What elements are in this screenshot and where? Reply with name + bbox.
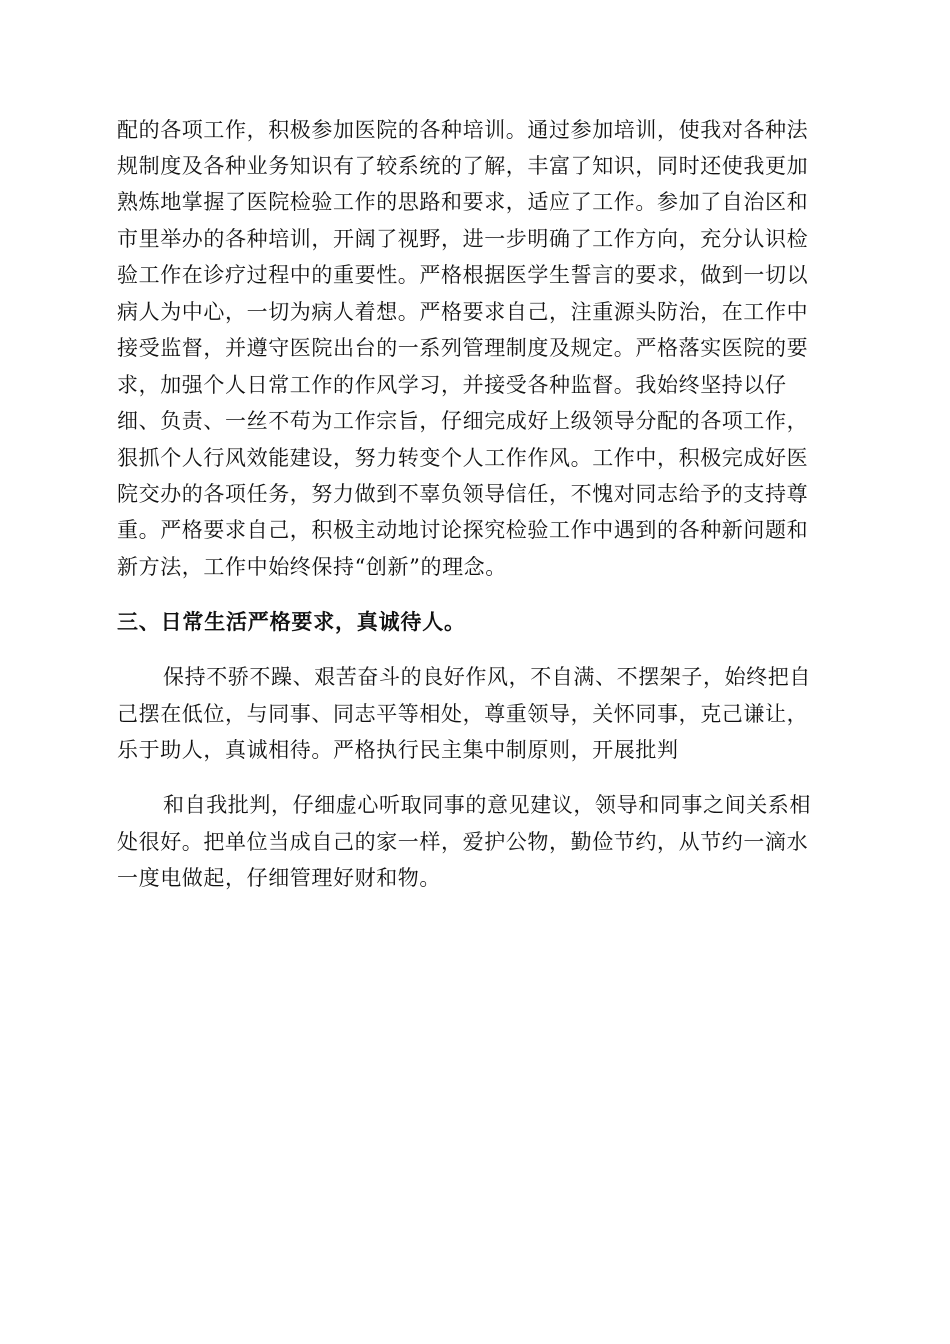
paragraph-line: 接受监督，并遵守医院出台的一系列管理制度及规定。严格落实医院的要 <box>117 336 809 360</box>
paragraph-line: 求，加强个人日常工作的作风学习，并接受各种监督。我始终坚持以仔 <box>117 373 787 397</box>
paragraph-line: 一度电做起，仔细管理好财和物。 <box>117 866 441 890</box>
paragraph-line: 配的各项工作，积极参加医院的各种培训。通过参加培训，使我对各种法 <box>117 118 809 142</box>
paragraph-line: 保持不骄不躁、艰苦奋斗的良好作风，不自满、不摆架子，始终把自 <box>163 665 811 689</box>
paragraph-line: 验工作在诊疗过程中的重要性。严格根据医学生誓言的要求，做到一切以 <box>117 263 809 287</box>
paragraph-line: 熟炼地掌握了医院检验工作的思路和要求，适应了工作。参加了自治区和 <box>117 190 809 214</box>
paragraph-line: 市里举办的各种培训，开阔了视野，进一步明确了工作方向，充分认识检 <box>117 227 809 251</box>
paragraph-line: 细、负责、一丝不苟为工作宗旨，仔细完成好上级领导分配的各项工作， <box>117 409 809 433</box>
paragraph-line: 病人为中心，一切为病人着想。严格要求自己，注重源头防治，在工作中 <box>117 300 809 324</box>
paragraph-line: 新方法，工作中始终保持“创新”的理念。 <box>117 555 507 579</box>
paragraph-line: 处很好。把单位当成自己的家一样，爱护公物，勤俭节约，从节约一滴水 <box>117 830 809 854</box>
paragraph-line: 规制度及各种业务知识有了较系统的了解，丰富了知识，同时还使我更加 <box>117 154 809 178</box>
paragraph-line: 和自我批判，仔细虚心听取同事的意见建议，领导和同事之间关系相 <box>163 793 811 817</box>
paragraph-line: 己摆在低位，与同事、同志平等相处，尊重领导，关怀同事，克己谦让， <box>117 702 809 726</box>
section-heading: 三、日常生活严格要求，真诚待人。 <box>117 610 466 634</box>
paragraph-line: 重。严格要求自己，积极主动地讨论探究检验工作中遇到的各种新问题和 <box>117 518 809 542</box>
paragraph-line: 院交办的各项任务，努力做到不辜负领导信任，不愧对同志给予的支持尊 <box>117 482 809 506</box>
paragraph-line: 乐于助人，真诚相待。严格执行民主集中制原则，开展批判 <box>117 738 679 762</box>
paragraph-line: 狠抓个人行风效能建设，努力转变个人工作作风。工作中，积极完成好医 <box>117 446 809 470</box>
